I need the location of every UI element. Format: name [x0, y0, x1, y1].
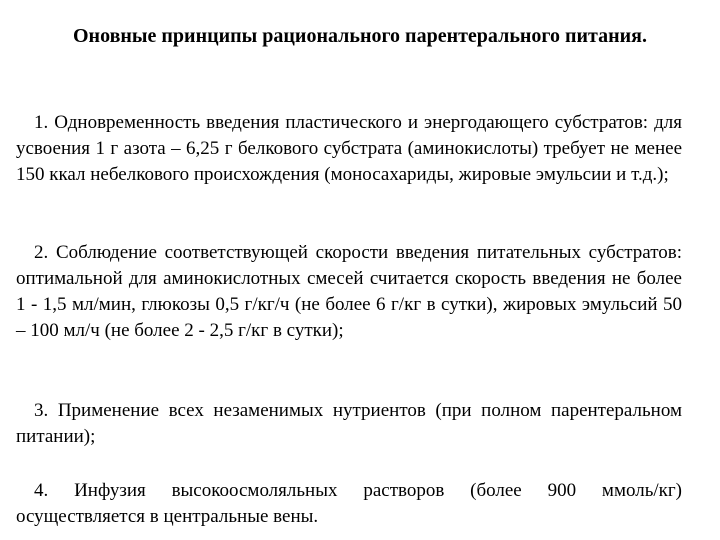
slide-title: Оновные принципы рационального парентерального питания. — [73, 25, 647, 47]
principle-1-paragraph: 1. Одновременность введения пластического и энергодающего субстратов: для усвоения 1 г азота – 6,25 г белкового субстрата (аминокислоты) требует не менее 150 ккал небелкового происхождения (моносахариды, жировые эмульсии и т.д.); — [16, 112, 682, 185]
principle-3-paragraph: 3. Применение всех незаменимых нутриентов (при полном парентеральном питании); — [16, 400, 682, 447]
principle-2-paragraph: 2. Соблюдение соответствующей скорости введения питательных субстратов: оптимальной для аминокислотных смесей считается скорость введения не более 1 - 1,5 мл/мин, глюкозы 0,5 г/кг/ч (не более 6 г/кг в сутки), жировых эмульсий 50 – 100 мл/ч (не более 2 - 2,5 г/кг в сутки); — [16, 242, 682, 341]
principle-4-paragraph: 4. Инфузия высокоосмоляльных растворов (более 900 ммоль/кг) осуществляется в центральные вены. — [16, 480, 682, 527]
